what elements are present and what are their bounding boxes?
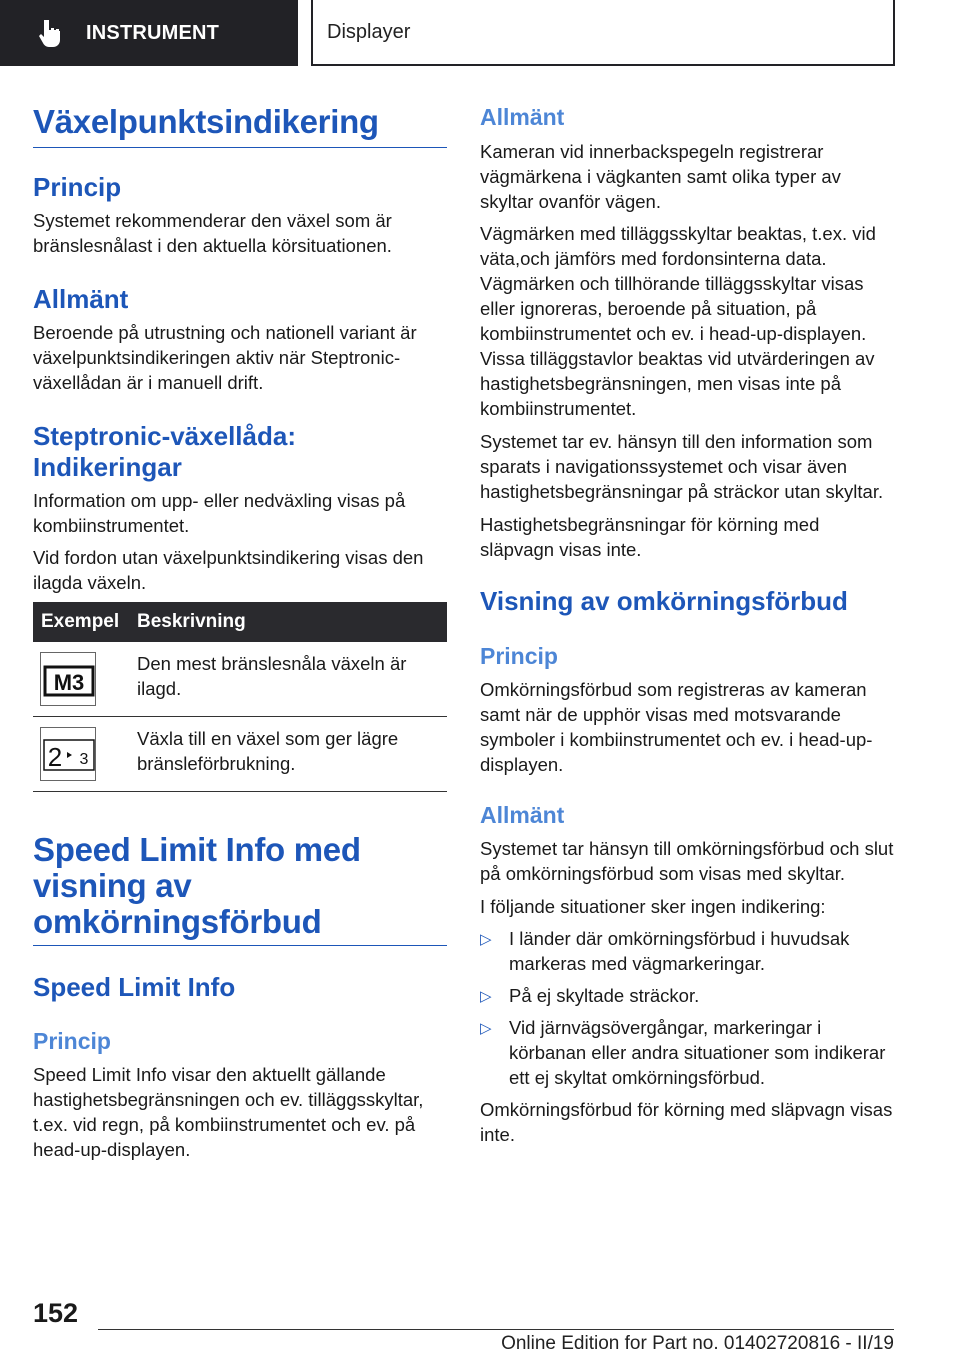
heading-sli-princip: Princip bbox=[33, 1028, 111, 1054]
hand-pointer-icon bbox=[38, 18, 64, 48]
heading-omk-allmant: Allmänt bbox=[480, 802, 565, 828]
gear-target-label: 3 bbox=[79, 751, 89, 768]
gear-shift-2-3-icon bbox=[40, 727, 96, 781]
heading-steptronic-2: Indikeringar bbox=[33, 452, 182, 482]
triangle-bullet-icon: ▷ bbox=[480, 931, 492, 948]
title-speed-limit-info-line1: Speed Limit Info med bbox=[33, 831, 361, 868]
title-speed-limit-info-line2: visning av bbox=[33, 867, 192, 904]
title-speed-limit-info-line3: omkörningsförbud bbox=[33, 904, 447, 946]
heading-steptronic-1: Steptronic-växellåda: bbox=[33, 421, 296, 451]
edition-text: Online Edition for Part no. 01402720816 - II/19 bbox=[501, 1333, 894, 1354]
title-vaxelpunktsindikering: Växelpunktsindikering bbox=[33, 104, 447, 148]
text-right-p4: Hastighetsbegränsningar för körning med släpvagn visas inte. bbox=[480, 514, 820, 560]
heading-princip: Princip bbox=[33, 172, 122, 202]
table-row bbox=[33, 642, 447, 717]
text-allmant: Beroende på utrustning och nationell variant är växelpunktsindikeringen aktiv när Steptronic-växellådan är i manuell drift. bbox=[33, 322, 417, 393]
table-row bbox=[33, 717, 447, 792]
triangle-bullet-icon: ▷ bbox=[480, 1020, 492, 1037]
table-cell-description: Växla till en växel som ger lägre bränsleförbrukning. bbox=[137, 728, 399, 774]
triangle-bullet-icon: ▷ bbox=[480, 988, 492, 1005]
chapter-label: Displayer bbox=[327, 20, 411, 43]
heading-speed-limit-info: Speed Limit Info bbox=[33, 972, 236, 1002]
gear-indication-table bbox=[33, 602, 447, 792]
table-header bbox=[33, 602, 447, 642]
text-steptronic-1: Information om upp- eller nedväxling visas på kombiinstrumentet. bbox=[33, 490, 406, 536]
text-omk-allmant: Systemet tar hänsyn till omkörningsförbud och slut på omkörningsförbud som visas med skyltar. bbox=[480, 838, 894, 884]
list-item: ▷ På ej skyltade sträckor. bbox=[480, 983, 894, 1009]
text-right-p3: Systemet tar ev. hänsyn till den information som sparats i navigationssystemet och visar även hastighetsbegränsningar på sträckor utan skyltar. bbox=[480, 431, 884, 502]
table-cell-description: Den mest bränslesnåla växeln är ilagd. bbox=[137, 653, 407, 699]
list-item: ▷ I länder där omkörningsförbud i huvudsak markeras med vägmarkeringar. bbox=[480, 928, 850, 974]
text-princip: Systemet rekommenderar den växel som är bränslesnålast i den aktuella körsituationen. bbox=[33, 210, 392, 256]
table-header-description: Beskrivning bbox=[137, 611, 246, 632]
heading-right-allmant: Allmänt bbox=[480, 104, 565, 130]
text-sli-princip: Speed Limit Info visar den aktuellt gällande hastighetsbegränsningen och ev. tilläggsskyltar, t.ex. vid regn, på kombiinstrumentet och ev. på head-up-displayen. bbox=[33, 1064, 424, 1160]
page-header bbox=[0, 0, 960, 66]
text-steptronic-2: Vid fordon utan växelpunktsindikering visas den ilagda växeln. bbox=[33, 547, 424, 593]
section-tab bbox=[0, 0, 298, 66]
gear-current-label: 2 bbox=[47, 742, 63, 772]
text-right-p1: Kameran vid innerbackspegeln registrerar vägmärkena i vägkanten samt olika typer av skyltar ovanför vägen. bbox=[480, 141, 841, 212]
gear-m3-icon bbox=[40, 652, 96, 706]
section-label: INSTRUMENT bbox=[86, 21, 220, 44]
text-omk-princip: Omkörningsförbud som registreras av kameran samt när de upphör visas med motsvarande symboler i kombiinstrumentet och ev. i head-up-displayen. bbox=[480, 679, 873, 775]
heading-omk-princip: Princip bbox=[480, 643, 558, 669]
page-number: 152 bbox=[33, 1298, 79, 1328]
chapter-box bbox=[311, 0, 895, 66]
text-right-p2: Vägmärken med tilläggsskyltar beaktas, t.ex. vid väta,och jämförs med fordonsinterna data. Vägmärken och tillhörande tilläggsskyltar visas eller ignoreras, beroende på situation, på kombiinstrumentet och ev. i head-up-displayen. Vissa tilläggstavlor beaktas vid utvärderingen av hastighetsbegränsningen, men visas inte på kombiinstrumentet. bbox=[480, 223, 876, 419]
text-omk-trailer: Omkörningsförbud för körning med släpvagn visas inte. bbox=[480, 1099, 893, 1145]
table-header-example: Exempel bbox=[41, 611, 120, 632]
footer-divider bbox=[98, 1329, 894, 1330]
gear-m3-label: M3 bbox=[53, 670, 85, 695]
list-item: ▷ Vid järnvägsövergångar, markeringar i körbanan eller andra situationer som indikerar ett ej skyltat omkörningsförbud. bbox=[480, 1017, 886, 1088]
heading-allmant: Allmänt bbox=[33, 284, 129, 314]
text-omk-list-intro: I följande situationer sker ingen indikering: bbox=[480, 896, 826, 917]
heading-omkorningsforbud: Visning av omkörningsförbud bbox=[480, 586, 848, 616]
